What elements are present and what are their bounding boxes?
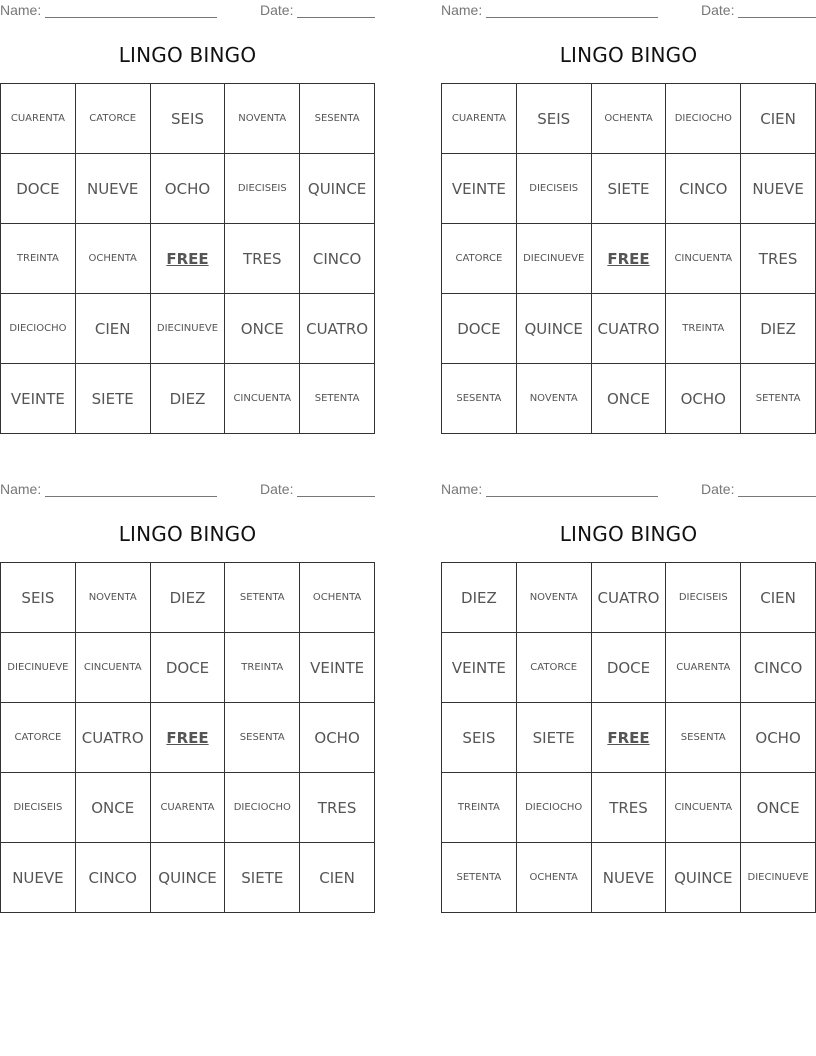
bingo-cell: DOCE — [442, 294, 517, 364]
bingo-cell: CIEN — [741, 84, 816, 154]
bingo-cell: NUEVE — [741, 154, 816, 224]
bingo-cell: CIEN — [76, 294, 151, 364]
bingo-cell: SEIS — [517, 84, 592, 154]
date-blank-line[interactable] — [297, 17, 375, 18]
bingo-cell: CINCUENTA — [225, 364, 300, 434]
free-space-cell: FREE — [151, 224, 226, 294]
bingo-grid — [441, 562, 816, 913]
name-date-row — [441, 481, 816, 499]
bingo-cell: VEINTE — [1, 364, 76, 434]
bingo-cell: CUATRO — [300, 294, 375, 364]
free-space-cell: FREE — [151, 703, 226, 773]
bingo-cell: NUEVE — [592, 843, 667, 913]
bingo-cell: OCHENTA — [300, 563, 375, 633]
date-blank-line[interactable] — [738, 17, 816, 18]
bingo-cell: SEIS — [442, 703, 517, 773]
bingo-cell: VEINTE — [442, 633, 517, 703]
name-label: Name: — [441, 2, 483, 18]
bingo-grid — [0, 83, 375, 434]
bingo-cell: DIEZ — [741, 294, 816, 364]
bingo-cell: SETENTA — [300, 364, 375, 434]
name-date-row — [0, 481, 375, 499]
bingo-cell: CINCUENTA — [76, 633, 151, 703]
bingo-cell: ONCE — [592, 364, 667, 434]
bingo-cell: DIECISEIS — [225, 154, 300, 224]
date-blank-line[interactable] — [297, 496, 375, 497]
card-title: LINGO BINGO — [559, 43, 698, 67]
bingo-cell: CINCO — [741, 633, 816, 703]
date-label: Date: — [701, 2, 735, 18]
name-blank-line[interactable] — [486, 17, 658, 18]
name-blank-line[interactable] — [45, 496, 217, 497]
bingo-cell: SEIS — [151, 84, 226, 154]
bingo-cell: OCHO — [300, 703, 375, 773]
bingo-cell: DOCE — [592, 633, 667, 703]
bingo-card — [0, 479, 375, 919]
bingo-cell: CATORCE — [442, 224, 517, 294]
bingo-cell: SIETE — [225, 843, 300, 913]
bingo-cell: CINCO — [666, 154, 741, 224]
bingo-cell: TRES — [592, 773, 667, 843]
bingo-cell: DIECISEIS — [666, 563, 741, 633]
bingo-cell: NOVENTA — [517, 364, 592, 434]
bingo-cell: DIECINUEVE — [741, 843, 816, 913]
bingo-cell: QUINCE — [300, 154, 375, 224]
bingo-cell: SETENTA — [225, 563, 300, 633]
bingo-cell: TREINTA — [225, 633, 300, 703]
bingo-cell: QUINCE — [666, 843, 741, 913]
name-date-row — [0, 2, 375, 20]
bingo-cell: TREINTA — [442, 773, 517, 843]
bingo-cell: CATORCE — [76, 84, 151, 154]
bingo-cell: DIEZ — [151, 563, 226, 633]
bingo-cell: DOCE — [1, 154, 76, 224]
bingo-cell: ONCE — [741, 773, 816, 843]
bingo-cell: OCHENTA — [517, 843, 592, 913]
bingo-cell: SEIS — [1, 563, 76, 633]
bingo-cell: SETENTA — [741, 364, 816, 434]
free-space-cell: FREE — [592, 703, 667, 773]
bingo-cell: NUEVE — [76, 154, 151, 224]
bingo-cell: OCHO — [741, 703, 816, 773]
name-blank-line[interactable] — [45, 17, 217, 18]
card-title: LINGO BINGO — [559, 522, 698, 546]
bingo-cell: SESENTA — [442, 364, 517, 434]
bingo-cell: CATORCE — [1, 703, 76, 773]
bingo-cell: SIETE — [76, 364, 151, 434]
bingo-cell: DIECIOCHO — [225, 773, 300, 843]
bingo-cell: DIECISEIS — [517, 154, 592, 224]
bingo-cell: OCHENTA — [592, 84, 667, 154]
name-blank-line[interactable] — [486, 496, 658, 497]
bingo-cell: CUARENTA — [1, 84, 76, 154]
bingo-cell: CUARENTA — [666, 633, 741, 703]
card-title: LINGO BINGO — [118, 522, 257, 546]
name-label: Name: — [0, 481, 42, 497]
bingo-cell: CIEN — [741, 563, 816, 633]
bingo-cell: VEINTE — [442, 154, 517, 224]
name-date-row — [441, 2, 816, 20]
bingo-cell: NUEVE — [1, 843, 76, 913]
bingo-cell: SIETE — [592, 154, 667, 224]
bingo-cell: NOVENTA — [76, 563, 151, 633]
date-blank-line[interactable] — [738, 496, 816, 497]
name-label: Name: — [441, 481, 483, 497]
bingo-cell: TREINTA — [1, 224, 76, 294]
bingo-cell: CINCO — [300, 224, 375, 294]
bingo-cell: DIEZ — [442, 563, 517, 633]
bingo-cell: QUINCE — [151, 843, 226, 913]
bingo-cell: NOVENTA — [517, 563, 592, 633]
bingo-cell: CINCO — [76, 843, 151, 913]
bingo-cell: VEINTE — [300, 633, 375, 703]
bingo-cell: TREINTA — [666, 294, 741, 364]
bingo-cell: SESENTA — [300, 84, 375, 154]
date-label: Date: — [701, 481, 735, 497]
bingo-cell: DIECINUEVE — [517, 224, 592, 294]
bingo-cell: OCHO — [666, 364, 741, 434]
bingo-cell: CINCUENTA — [666, 224, 741, 294]
bingo-cell: NOVENTA — [225, 84, 300, 154]
bingo-card — [441, 0, 816, 440]
bingo-card — [0, 0, 375, 440]
bingo-grid — [0, 562, 375, 913]
bingo-grid — [441, 83, 816, 434]
bingo-cell: OCHO — [151, 154, 226, 224]
bingo-cell: CINCUENTA — [666, 773, 741, 843]
bingo-card — [441, 479, 816, 919]
bingo-cell: SESENTA — [225, 703, 300, 773]
bingo-cell: CUATRO — [592, 563, 667, 633]
bingo-cell: DIECISEIS — [1, 773, 76, 843]
name-label: Name: — [0, 2, 42, 18]
bingo-cell: TRES — [300, 773, 375, 843]
bingo-cell: QUINCE — [517, 294, 592, 364]
bingo-cell: DIECIOCHO — [666, 84, 741, 154]
card-title: LINGO BINGO — [118, 43, 257, 67]
free-space-cell: FREE — [592, 224, 667, 294]
bingo-cell: DOCE — [151, 633, 226, 703]
bingo-cell: SESENTA — [666, 703, 741, 773]
bingo-cell: DIECIOCHO — [1, 294, 76, 364]
bingo-cell: DIECINUEVE — [151, 294, 226, 364]
bingo-cell: SIETE — [517, 703, 592, 773]
bingo-cell: CIEN — [300, 843, 375, 913]
bingo-cell: ONCE — [76, 773, 151, 843]
date-label: Date: — [260, 2, 294, 18]
bingo-cell: CUARENTA — [442, 84, 517, 154]
bingo-cell: DIEZ — [151, 364, 226, 434]
bingo-cell: CUARENTA — [151, 773, 226, 843]
bingo-cell: ONCE — [225, 294, 300, 364]
bingo-cell: SETENTA — [442, 843, 517, 913]
bingo-cell: TRES — [741, 224, 816, 294]
bingo-cell: CATORCE — [517, 633, 592, 703]
bingo-cell: OCHENTA — [76, 224, 151, 294]
bingo-cell: DIECIOCHO — [517, 773, 592, 843]
bingo-cell: TRES — [225, 224, 300, 294]
date-label: Date: — [260, 481, 294, 497]
bingo-cell: CUATRO — [592, 294, 667, 364]
bingo-cell: CUATRO — [76, 703, 151, 773]
bingo-cell: DIECINUEVE — [1, 633, 76, 703]
